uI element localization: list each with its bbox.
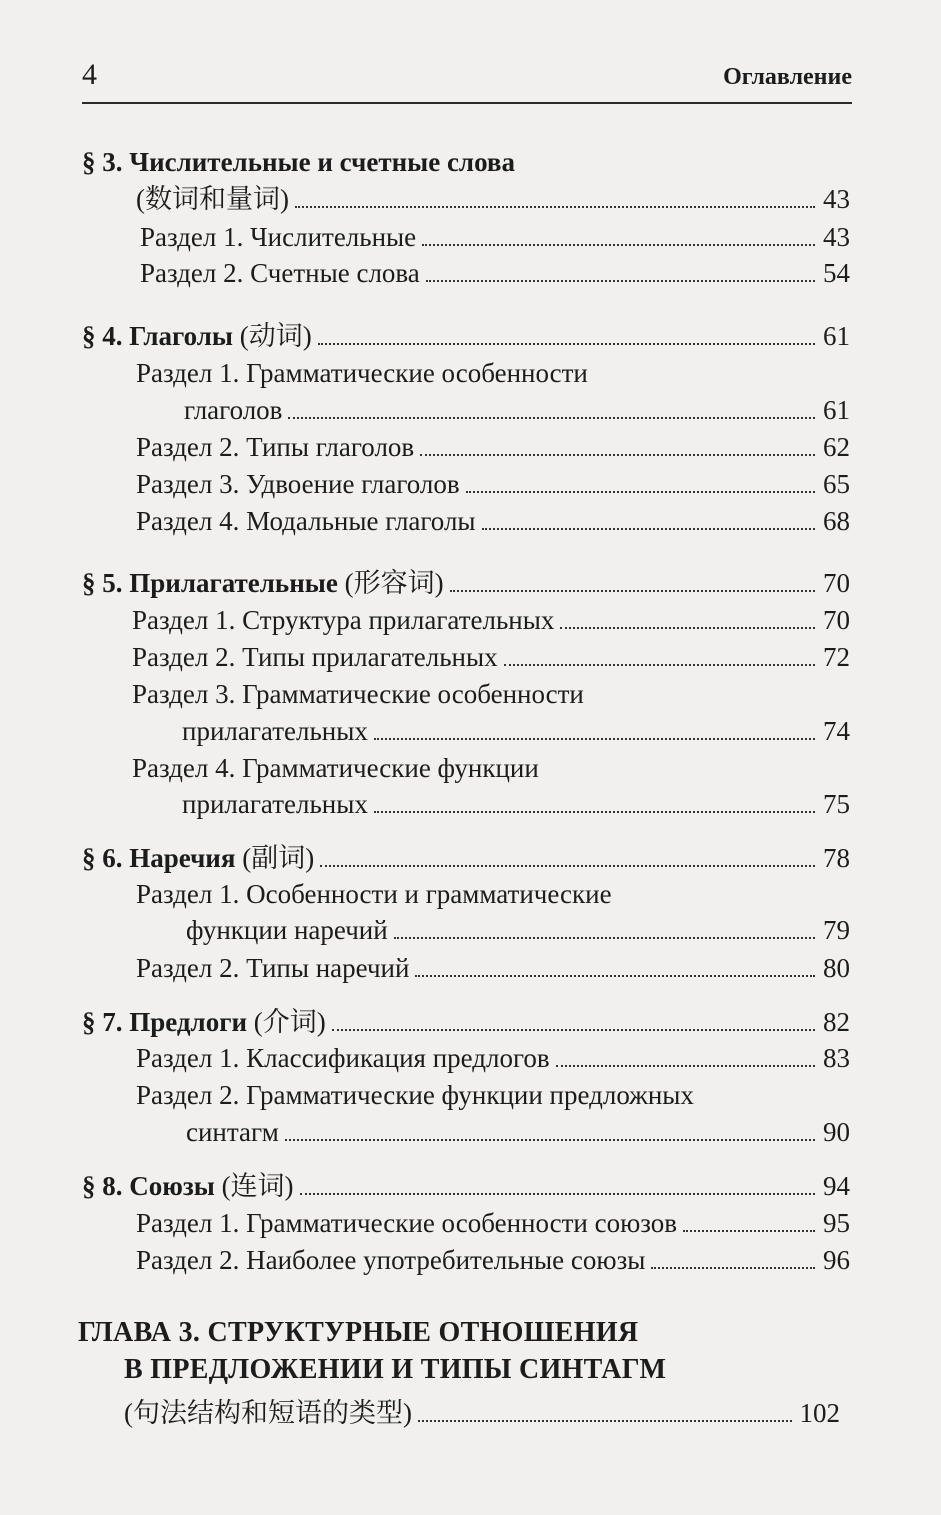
toc-entry[interactable]: прилагательных 75	[182, 789, 850, 819]
toc-entry[interactable]: Раздел 1. Числительные 43	[140, 222, 850, 252]
toc-entry[interactable]: Раздел 4. Модальные глаголы 68	[136, 506, 850, 536]
running-title: Оглавление	[723, 64, 852, 90]
entry-label: Раздел 1. Грамматические особенности	[136, 358, 588, 388]
toc-entry[interactable]: (数词和量词) 43	[136, 184, 850, 214]
toc-entry[interactable]: Раздел 2. Наиболее употребительные союзы 96	[136, 1245, 850, 1275]
chapter-title: В ПРЕДЛОЖЕНИИ И ТИПЫ СИНТАГМ	[124, 1354, 667, 1385]
page-ref: 95	[823, 1208, 850, 1238]
page-ref: 90	[823, 1117, 850, 1147]
page-ref: 96	[823, 1245, 850, 1275]
toc-entry[interactable]: Раздел 3. Удвоение глаголов 65	[136, 469, 850, 499]
page-ref: 78	[823, 843, 850, 873]
page-ref: 74	[823, 716, 850, 746]
page-ref: 54	[823, 258, 850, 288]
header-rule	[82, 102, 852, 104]
page-ref: 79	[823, 915, 850, 945]
toc-entry[interactable]: § 6. Наречия (副词) 78	[82, 843, 850, 873]
toc-entry[interactable]: синтагм 90	[186, 1117, 850, 1147]
entry-label: Раздел 1. Особенности и грамматические	[136, 879, 612, 909]
page-ref: 102	[799, 1398, 840, 1428]
entry-label: Раздел 2. Грамматические функции предложных	[136, 1080, 694, 1110]
page-ref: 70	[823, 568, 850, 598]
page-ref: 68	[823, 506, 850, 536]
page-ref: 70	[823, 605, 850, 635]
page-ref: 61	[823, 321, 850, 351]
page-ref: 43	[823, 222, 850, 252]
entry-label: Раздел 4. Грамматические функции	[132, 753, 539, 783]
page-ref: 75	[823, 789, 850, 819]
page-ref: 61	[823, 395, 850, 425]
page-ref: 65	[823, 469, 850, 499]
toc-entry[interactable]: § 5. Прилагательные (形容词) 70	[82, 568, 850, 598]
page-ref: 82	[823, 1007, 850, 1037]
toc-entry[interactable]: функции наречий 79	[186, 915, 850, 945]
page-ref: 62	[823, 432, 850, 462]
toc-entry[interactable]: § 4. Глаголы (动词) 61	[82, 321, 850, 351]
toc-entry[interactable]: прилагательных 74	[182, 716, 850, 746]
toc-entry[interactable]: глаголов 61	[184, 395, 850, 425]
toc-entry[interactable]: § 7. Предлоги (介词) 82	[82, 1007, 850, 1037]
toc-entry[interactable]: Раздел 1. Грамматические особенности союзов 95	[136, 1208, 850, 1238]
section-title: § 3. Числительные и счетные слова	[82, 147, 515, 177]
page-ref: 83	[823, 1043, 850, 1073]
page-ref: 94	[823, 1171, 850, 1201]
entry-label: Раздел 3. Грамматические особенности	[132, 679, 584, 709]
page-ref: 80	[823, 953, 850, 983]
page-ref: 72	[823, 642, 850, 672]
toc-entry[interactable]: Раздел 2. Счетные слова 54	[140, 258, 850, 288]
toc-entry[interactable]: Раздел 2. Типы наречий 80	[136, 953, 850, 983]
chapter-title: ГЛАВА 3. СТРУКТУРНЫЕ ОТНОШЕНИЯ	[78, 1317, 639, 1348]
toc-entry[interactable]: Раздел 1. Структура прилагательных 70	[132, 605, 850, 635]
toc-entry[interactable]: Раздел 1. Классификация предлогов 83	[136, 1043, 850, 1073]
toc-entry[interactable]: (句法结构和短语的类型) 102	[124, 1398, 840, 1428]
page-header	[82, 58, 852, 102]
toc-entry[interactable]: § 8. Союзы (连词) 94	[82, 1171, 850, 1201]
toc-entry[interactable]: Раздел 2. Типы глаголов 62	[136, 432, 850, 462]
page-number: 4	[82, 58, 97, 91]
page-ref: 43	[823, 184, 850, 214]
toc-entry[interactable]: Раздел 2. Типы прилагательных 72	[132, 642, 850, 672]
